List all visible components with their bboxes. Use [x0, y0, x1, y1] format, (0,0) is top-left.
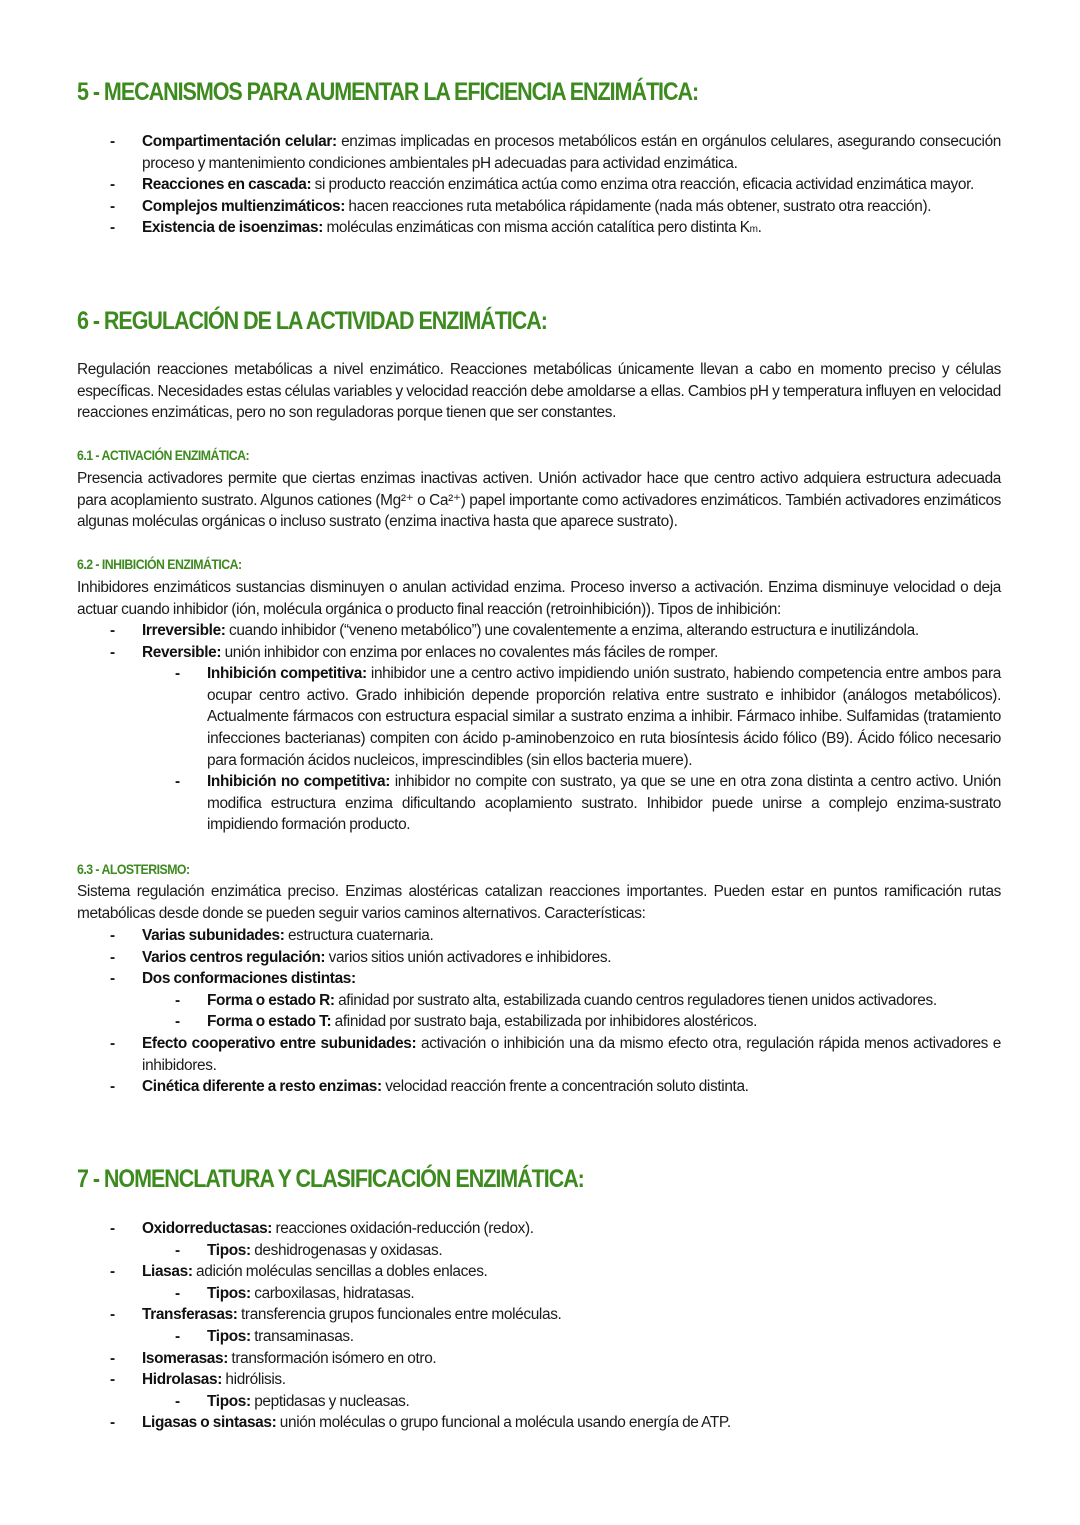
- list-item: [110, 217, 1001, 241]
- list-item-text: cuando inhibidor (“veneno metabólico”) une covalentemente a enzima, alterando estructura e inutilizándola.: [225, 622, 919, 639]
- list-item-text: inhibidor no compite con sustrato, ya que se une en otra zona distinta a centro activo. Unión modifica estructura enzima dificultando acoplamiento sustrato. Inhibidor puede unirse a complejo enzima-sustrato impidiendo formación producto.: [207, 773, 1001, 834]
- tipos-text: peptidasas y nucleasas.: [250, 1392, 410, 1410]
- subsection-6-1-heading: 6.1 - ACTIVACIÓN ENZIMÁTICA:: [77, 447, 250, 463]
- list-item-text: estructura cuaternaria.: [284, 927, 434, 944]
- list-item-text: velocidad reacción frente a concentración soluto distinta.: [381, 1078, 749, 1096]
- list-item-term: Reacciones en cascada:: [142, 176, 312, 194]
- tipos-label: Tipos:: [207, 1327, 251, 1345]
- section-5-heading: 5 - MECANISMOS PARA AUMENTAR LA EFICIENCIA ENZIMÁTICA:: [77, 78, 699, 106]
- bullet-dash: -: [110, 133, 115, 150]
- list-item-term: Cinética diferente a resto enzimas:: [142, 1078, 382, 1096]
- bullet-dash: -: [110, 1371, 115, 1389]
- bullet-dash: -: [175, 1392, 180, 1410]
- list-item-text: adición moléculas sencillas a dobles enlaces.: [192, 1263, 488, 1281]
- list-item-term: Varias subunidades:: [142, 927, 285, 944]
- list-item-term: Inhibición competitiva:: [207, 665, 367, 683]
- tipos-label: Tipos:: [207, 1392, 251, 1410]
- list-item-term: Forma o estado R:: [207, 991, 335, 1009]
- bullet-dash: -: [110, 927, 115, 944]
- list-item-text: enzimas implicadas en procesos metabólicos están en orgánulos celulares, asegurando consecución proceso y mantenimiento condiciones ambientales pH adecuadas para actividad enzimática.: [142, 133, 1001, 172]
- list-item: [110, 925, 1001, 947]
- tipos-text: carboxilasas, hidratasas.: [250, 1284, 415, 1302]
- bullet-dash: -: [175, 1241, 180, 1259]
- list-item: [110, 968, 1001, 990]
- list-item-text: unión inhibidor con enzima por enlaces no covalentes más fáciles de romper.: [221, 643, 719, 661]
- list-item-term: Existencia de isoenzimas:: [142, 219, 324, 237]
- list-item-term: Transferasas:: [142, 1306, 238, 1324]
- list-item-term: Dos conformaciones distintas:: [142, 970, 356, 988]
- list-item: [110, 1076, 1001, 1098]
- subsection-6-1-text: Presencia activadores permite que ciertas enzimas inactivas activen. Unión activador hace que centro activo adquiera estructura adecuada para acoplamiento sustrato. Algunos cationes (Mg²⁺ o Ca²⁺) papel importante como activadores enzimáticos. También activadores enzimáticos algunas moléculas orgánicas o incluso sustrato (enzima inactiva hasta que aparece sustrato).: [77, 470, 1001, 531]
- list-item-term: Varios centros regulación:: [142, 948, 326, 966]
- bullet-dash: -: [110, 1263, 115, 1281]
- bullet-dash: -: [110, 970, 115, 988]
- section-7-list: [0, 1218, 1001, 1434]
- list-item-text: inhibidor une a centro activo impidiendo unión sustrato, habiendo competencia entre ambos para ocupar centro activo. Grado inhibición depende proporción relativa entre sustrato e inhibidor (análogos metabólicos). Actualmente fármacos con estructura espacial similar a sustrato enzima a inhibir. Fármaco inhibe. Sulfamidas (tratamiento infecciones bacterianas) compiten con ácido p-aminobenzoico en ruta biosíntesis ácido fólico (B9). Ácido fólico necesario para formación ácidos nucleicos, imprescindibles (sin ellos bacteria muere).: [207, 665, 1001, 769]
- list-item: [110, 1218, 1001, 1240]
- list-item-text: si producto reacción enzimática actúa como enzima otra reacción, eficacia actividad enzimática mayor.: [311, 176, 974, 194]
- bullet-dash: -: [110, 1414, 115, 1432]
- list-subitem: [175, 990, 1001, 1012]
- list-item-text: unión moléculas o grupo funcional a molécula usando energía de ATP.: [276, 1414, 731, 1432]
- list-item-text: reacciones oxidación-reducción (redox).: [272, 1220, 534, 1237]
- list-item-term: Inhibición no competitiva:: [207, 773, 391, 791]
- subsection-6-3-text: Sistema regulación enzimática preciso. Enzimas alostéricas catalizan reacciones importantes. Pueden estar en puntos ramificación rutas metabólicas desde donde se pueden seguir varios caminos alternativos. Características:: [77, 883, 1001, 922]
- list-subitem: [175, 1326, 1001, 1348]
- list-item-term: Oxidorreductasas:: [142, 1220, 273, 1237]
- bullet-dash: -: [175, 991, 180, 1009]
- list-item: [110, 1369, 1001, 1391]
- subsection-6-2-heading: 6.2 - INHIBICIÓN ENZIMÁTICA:: [77, 556, 242, 572]
- subsection-6-3-heading: 6.3 - ALOSTERISMO:: [77, 861, 190, 877]
- list-subitem: [175, 1240, 1001, 1262]
- list-subitem: [175, 771, 1001, 836]
- list-item-term: Hidrolasas:: [142, 1371, 222, 1389]
- list-subitem: [175, 663, 1001, 771]
- bullet-dash: -: [110, 1306, 115, 1324]
- list-item-text: transferencia grupos funcionales entre moléculas.: [237, 1306, 562, 1324]
- list-item: [110, 174, 1001, 196]
- list-item-text: afinidad por sustrato baja, estabilizada por inhibidores alostéricos.: [331, 1013, 758, 1031]
- list-item-term: Isomerasas:: [142, 1349, 228, 1367]
- list-item-term: Efecto cooperativo entre subunidades:: [142, 1034, 417, 1052]
- bullet-dash: -: [110, 1034, 115, 1052]
- list-item-text: varios sitios unión activadores e inhibidores.: [325, 948, 612, 966]
- list-item-text: moléculas enzimáticas con misma acción catalítica pero distinta K: [323, 219, 750, 237]
- list-item-term: Ligasas o sintasas:: [142, 1414, 277, 1432]
- section-5-list: [0, 131, 1001, 241]
- list-item: [110, 1261, 1001, 1283]
- list-subitem: [175, 1011, 1001, 1033]
- bullet-dash: -: [175, 773, 180, 791]
- list-item: [110, 1348, 1001, 1370]
- bullet-dash: -: [175, 1013, 180, 1031]
- bullet-dash: -: [175, 665, 180, 683]
- bullet-dash: -: [110, 643, 115, 661]
- list-item-term: Liasas:: [142, 1263, 193, 1281]
- bullet-dash: -: [110, 1220, 115, 1237]
- list-item: [110, 1304, 1001, 1326]
- list-item-term: Reversible:: [142, 643, 222, 661]
- bullet-dash: -: [110, 1349, 115, 1367]
- bullet-dash: -: [110, 1078, 115, 1096]
- list-item: [110, 196, 1001, 218]
- list-item: [110, 947, 1001, 969]
- subscript-m: m: [749, 224, 758, 236]
- list-item: [110, 642, 1001, 664]
- bullet-dash: -: [110, 197, 115, 215]
- bullet-dash: -: [110, 176, 115, 194]
- bullet-dash: -: [110, 948, 115, 966]
- bullet-dash: -: [110, 219, 115, 237]
- tipos-label: Tipos:: [207, 1284, 251, 1302]
- list-item-text: afinidad por sustrato alta, estabilizada cuando centros reguladores tienen unidos activadores.: [334, 991, 937, 1009]
- list-item-term: Compartimentación celular:: [142, 133, 337, 150]
- list-item-text: transformación isómero en otro.: [227, 1349, 437, 1367]
- tipos-text: deshidrogenasas y oxidasas.: [250, 1241, 443, 1259]
- list-subitem: [175, 1283, 1001, 1305]
- tipos-label: Tipos:: [207, 1241, 251, 1259]
- tipos-text: transaminasas.: [250, 1327, 354, 1345]
- list-item: [110, 1033, 1001, 1076]
- list-item-term: Complejos multienzimáticos:: [142, 197, 345, 215]
- list-item-term: Irreversible:: [142, 622, 226, 639]
- list-subitem: [175, 1391, 1001, 1413]
- list-item-text: hidrólisis.: [221, 1371, 286, 1389]
- list-item-text: hacen reacciones ruta metabólica rápidamente (nada más obtener, sustrato otra reacción).: [345, 197, 932, 215]
- list-item: [110, 620, 1001, 642]
- subsection-6-3-list: [0, 925, 1001, 1098]
- bullet-dash: -: [175, 1284, 180, 1302]
- section-7-heading: 7 - NOMENCLATURA Y CLASIFICACIÓN ENZIMÁTICA:: [77, 1165, 584, 1193]
- section-6-intro: Regulación reacciones metabólicas a nivel enzimático. Reacciones metabólicas únicamente llevan a cabo en momento preciso y células específicas. Necesidades estas células variables y velocidad reacción debe amoldarse a ellas. Cambios pH y temperatura influyen en velocidad reacciones enzimáticas, pero no son reguladoras porque tienen que ser constantes.: [77, 361, 1001, 422]
- subsection-6-2-list: [0, 620, 1001, 836]
- list-item-term: Forma o estado T:: [207, 1013, 332, 1031]
- bullet-dash: -: [110, 622, 115, 639]
- bullet-dash: -: [175, 1327, 180, 1345]
- list-item: [110, 1412, 1001, 1434]
- section-6-heading: 6 - REGULACIÓN DE LA ACTIVIDAD ENZIMÁTICA:: [77, 307, 547, 335]
- list-item-text: activación o inhibición una da mismo efecto otra, regulación rápida menos activadores e inhibidores.: [142, 1034, 1001, 1074]
- list-item: [110, 131, 1001, 174]
- subsection-6-2-text: Inhibidores enzimáticos sustancias disminuyen o anulan actividad enzima. Proceso inverso a activación. Enzima disminuye velocidad o deja actuar cuando inhibidor (ión, molécula orgánica o producto final reacción (retroinhibición)). Tipos de inhibición:: [77, 579, 1001, 618]
- list-item-tail: .: [757, 219, 762, 237]
